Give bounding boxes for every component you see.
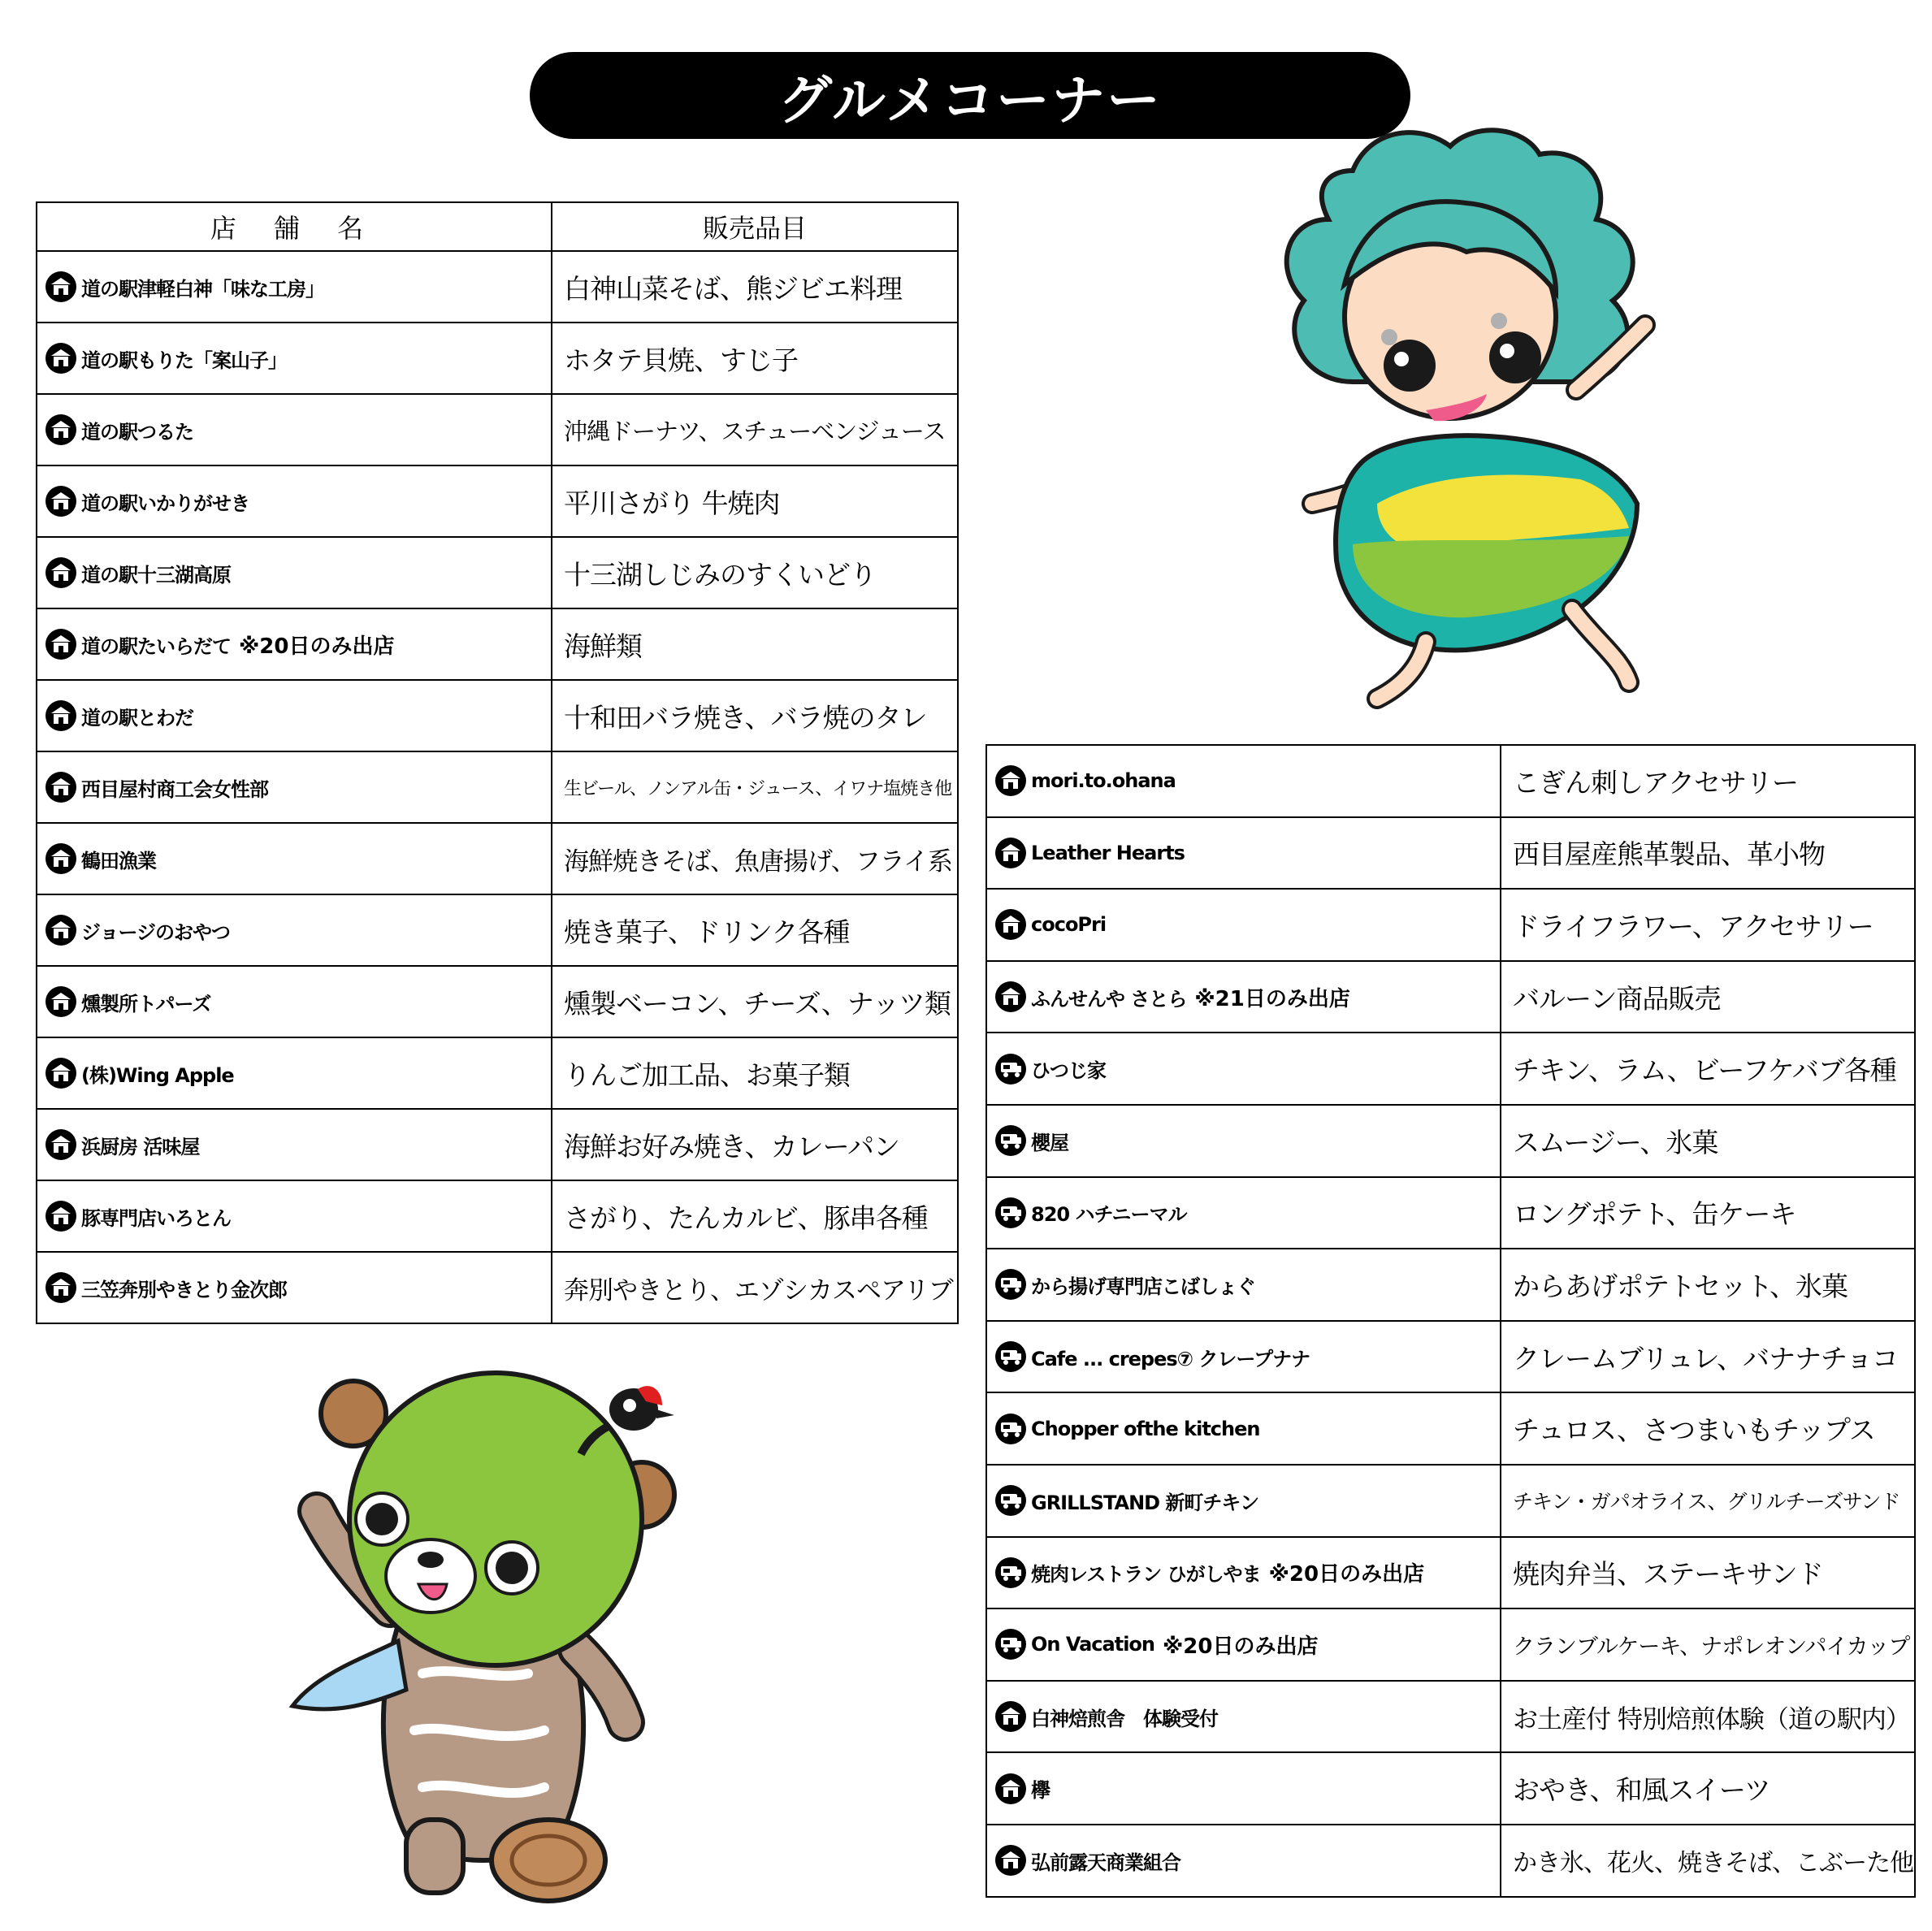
shop-name-cell (37, 1109, 552, 1180)
shop-name: GRILLSTAND 新町チキン (1031, 1491, 1259, 1514)
items-cell: ホタテ貝焼、すじ子 (552, 323, 958, 394)
items-cell: 焼き菓子、ドリンク各種 (552, 894, 958, 966)
shop-name: ジョージのおやつ (81, 920, 231, 944)
shop-icon (45, 1129, 76, 1160)
shop-icon (45, 271, 76, 302)
right-shop-table (985, 744, 1916, 1898)
items-cell: 沖縄ドーナツ、スチューベンジュース (552, 394, 958, 465)
food-truck-icon (995, 1414, 1026, 1444)
shop-name-cell (37, 1180, 552, 1252)
shop-name: 燻製所トパーズ (81, 992, 211, 1015)
shop-name: 道の駅津軽白神「味な工房」 (81, 277, 324, 301)
shop-name-cell (986, 1537, 1501, 1609)
food-truck-icon (995, 1557, 1026, 1588)
shop-name-cell (37, 537, 552, 608)
shop-name: から揚げ専門店こばしょぐ (1031, 1275, 1255, 1298)
shop-name: 弘前露天商業組合 (1031, 1851, 1180, 1874)
table-row (986, 1177, 1915, 1249)
table-row (986, 1321, 1915, 1393)
shop-name-cell (986, 1392, 1501, 1465)
shop-name-cell (986, 1033, 1501, 1105)
items-cell: 西目屋産熊革製品、革小物 (1501, 817, 1915, 890)
shop-name-cell (986, 745, 1501, 817)
shop-name-cell (986, 1681, 1501, 1753)
shop-note: ※20日のみ出店 (1268, 1562, 1425, 1587)
shop-name: 豚専門店いろとん (81, 1206, 231, 1230)
shop-name: cocoPri (1031, 913, 1107, 937)
table-row (37, 465, 958, 537)
items-cell: こぎん刺しアクセサリー (1501, 745, 1915, 817)
shop-name: Leather Hearts (1031, 841, 1185, 864)
table-row (37, 251, 958, 323)
food-truck-icon (995, 1341, 1026, 1372)
shop-name-cell (986, 1249, 1501, 1321)
table-row (986, 1825, 1915, 1897)
table-row (986, 1033, 1915, 1105)
food-truck-icon (995, 1054, 1026, 1085)
shop-name-cell (37, 966, 552, 1037)
shop-icon (995, 909, 1026, 940)
shop-name: 道の駅いかりがせき (81, 491, 249, 515)
items-cell: 生ビール、ノンアル缶・ジュース、イワナ塩焼き他 (552, 751, 958, 823)
shop-icon (995, 1773, 1026, 1804)
shop-name: 道の駅たいらだて (81, 634, 231, 658)
shop-icon (995, 1845, 1026, 1876)
shop-icon (45, 414, 76, 445)
items-cell: 平川さがり 牛焼肉 (552, 465, 958, 537)
items-cell: 白神山菜そば、熊ジビエ料理 (552, 251, 958, 323)
items-cell: チュロス、さつまいもチップス (1501, 1392, 1915, 1465)
shop-name: 焼肉レストラン ひがしやま (1031, 1563, 1261, 1587)
items-cell: 十三湖しじみのすくいどり (552, 537, 958, 608)
food-truck-icon (995, 1125, 1026, 1156)
shop-name: 道の駅とわだ (81, 706, 193, 730)
shop-name: Chopper ofthe kitchen (1031, 1417, 1260, 1440)
shop-name-cell (37, 394, 552, 465)
items-cell: からあげポテトセット、氷菓 (1501, 1249, 1915, 1321)
items-cell: りんご加工品、お菓子類 (552, 1037, 958, 1109)
shop-name-cell (986, 1608, 1501, 1681)
shop-name: 西目屋村商工会女性部 (81, 777, 268, 801)
shop-name-header: 店 舗 名 (37, 202, 552, 251)
table-row (37, 608, 958, 680)
shop-note: ※20日のみ出店 (239, 634, 395, 659)
shop-name-cell (986, 1752, 1501, 1825)
food-truck-icon (995, 1629, 1026, 1660)
shop-name-cell (986, 1465, 1501, 1537)
shop-name: 鶴田漁業 (81, 849, 156, 872)
table-row (986, 1752, 1915, 1825)
shop-name: 浜厨房 活味屋 (81, 1135, 200, 1158)
shop-name-cell (37, 823, 552, 894)
shop-icon (995, 981, 1026, 1012)
shop-name: 欅 (1031, 1779, 1050, 1803)
shop-icon (45, 843, 76, 874)
table-row (986, 1608, 1915, 1681)
items-cell: チキン・ガパオライス、グリルチーズサンド (1501, 1465, 1915, 1537)
table-row (37, 823, 958, 894)
shop-icon (45, 486, 76, 517)
shop-name-cell (986, 1825, 1501, 1897)
shop-icon (45, 1201, 76, 1232)
table-row (37, 1037, 958, 1109)
shop-name: 三笠奔別やきとり金次郎 (81, 1278, 287, 1301)
table-row (37, 1252, 958, 1323)
shop-name: On Vacation (1031, 1633, 1154, 1656)
items-cell: 海鮮お好み焼き、カレーパン (552, 1109, 958, 1180)
table-row (986, 1105, 1915, 1177)
shop-name-cell (37, 465, 552, 537)
table-row (986, 745, 1915, 817)
table-row (37, 751, 958, 823)
items-cell: 焼肉弁当、ステーキサンド (1501, 1537, 1915, 1609)
items-cell: チキン、ラム、ビーフケバブ各種 (1501, 1033, 1915, 1105)
moss-bear-mascot (268, 1365, 707, 1917)
shop-icon (45, 1272, 76, 1303)
table-row (986, 817, 1915, 890)
shop-note: ※21日のみ出店 (1194, 986, 1350, 1011)
shop-name-cell (37, 251, 552, 323)
shop-name-cell (986, 1321, 1501, 1393)
shop-name-cell (986, 961, 1501, 1033)
shop-name-cell (37, 1037, 552, 1109)
left-shop-table (36, 201, 959, 1324)
items-header: 販売品目 (552, 202, 958, 251)
table-row (986, 1392, 1915, 1465)
shop-name-cell (37, 323, 552, 394)
table-row (986, 1681, 1915, 1753)
table-row (37, 394, 958, 465)
shop-icon (995, 765, 1026, 796)
page-title: グルメコーナー (530, 52, 1410, 139)
shop-icon (45, 700, 76, 731)
table-row (37, 894, 958, 966)
items-cell: クレームブリュレ、バナナチョコ (1501, 1321, 1915, 1393)
food-truck-icon (995, 1269, 1026, 1300)
table-row (37, 537, 958, 608)
shop-name-cell (986, 1105, 1501, 1177)
shop-icon (45, 343, 76, 374)
shop-name: 道の駅もりた「案山子」 (81, 349, 287, 372)
shop-icon (45, 915, 76, 946)
teal-hair-girl-mascot (1255, 122, 1694, 723)
shop-note: ※20日のみ出店 (1163, 1634, 1319, 1659)
table-row (986, 1465, 1915, 1537)
shop-name: ふんせんや さとら (1031, 987, 1187, 1011)
shop-name-cell (986, 1177, 1501, 1249)
shop-name-cell (37, 751, 552, 823)
shop-name: 櫻屋 (1031, 1131, 1068, 1154)
items-cell: おやき、和風スイーツ (1501, 1752, 1915, 1825)
table-row (986, 1537, 1915, 1609)
shop-icon (45, 986, 76, 1017)
items-cell: 奔別やきとり、エゾシカスペアリブ (552, 1252, 958, 1323)
shop-name: 白神焙煎舎 体験受付 (1031, 1707, 1218, 1730)
shop-icon (995, 1701, 1026, 1732)
table-row (986, 889, 1915, 961)
shop-icon (45, 557, 76, 588)
shop-name: Cafe ... crepes⑦ クレープナナ (1031, 1347, 1310, 1370)
shop-name-cell (37, 1252, 552, 1323)
items-cell: 海鮮焼きそば、魚唐揚げ、フライ系 (552, 823, 958, 894)
shop-name-cell (986, 817, 1501, 890)
shop-icon (45, 772, 76, 803)
items-cell: クランブルケーキ、ナポレオンパイカップ (1501, 1608, 1915, 1681)
shop-name-cell (986, 889, 1501, 961)
items-cell: さがり、たんカルビ、豚串各種 (552, 1180, 958, 1252)
shop-name: ひつじ家 (1031, 1059, 1106, 1083)
shop-name-cell (37, 608, 552, 680)
shop-name: (株)Wing Apple (81, 1063, 234, 1087)
food-truck-icon (995, 1197, 1026, 1228)
items-cell: ドライフラワー、アクセサリー (1501, 889, 1915, 961)
shop-icon (45, 629, 76, 660)
shop-name-cell (37, 894, 552, 966)
food-truck-icon (995, 1485, 1026, 1516)
table-row (986, 1249, 1915, 1321)
items-cell: 海鮮類 (552, 608, 958, 680)
table-row (37, 1180, 958, 1252)
items-cell: 燻製ベーコン、チーズ、ナッツ類 (552, 966, 958, 1037)
items-cell: バルーン商品販売 (1501, 961, 1915, 1033)
shop-name-cell (37, 680, 552, 751)
shop-name: mori.to.ohana (1031, 769, 1176, 793)
items-cell: お土産付 特別焙煎体験（道の駅内） (1501, 1681, 1915, 1753)
table-row (37, 966, 958, 1037)
shop-name: 道の駅つるた (81, 420, 193, 444)
table-row (37, 1109, 958, 1180)
table-row (37, 680, 958, 751)
items-cell: かき氷、花火、焼きそば、こぶーた他 (1501, 1825, 1915, 1897)
shop-icon (995, 838, 1026, 868)
items-cell: 十和田バラ焼き、バラ焼のタレ (552, 680, 958, 751)
shop-name: 道の駅十三湖高原 (81, 563, 231, 587)
table-row (986, 961, 1915, 1033)
items-cell: ロングポテト、缶ケーキ (1501, 1177, 1915, 1249)
table-row (37, 323, 958, 394)
shop-name: 820 ハチニーマル (1031, 1203, 1187, 1227)
items-cell: スムージー、氷菓 (1501, 1105, 1915, 1177)
shop-icon (45, 1058, 76, 1089)
